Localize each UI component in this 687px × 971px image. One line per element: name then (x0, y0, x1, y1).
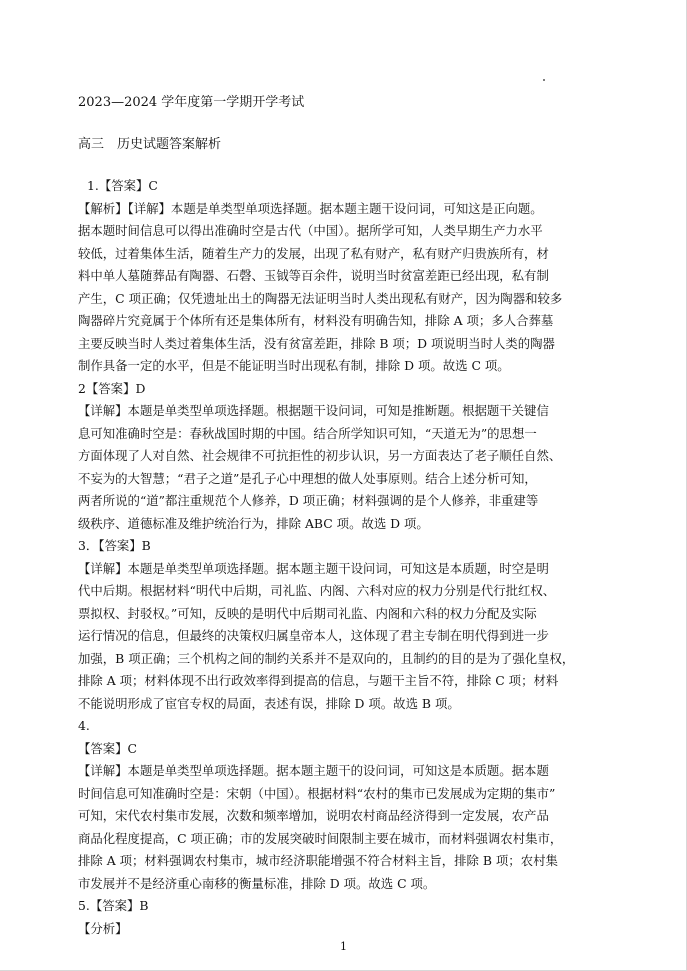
text-line: 5.【答案】B (78, 898, 149, 913)
text-line: 不妄为的大智慧；“君子之道”是孔子心中理想的做人处事原则。结合上述分析可知， (78, 470, 537, 486)
text-line: 料中单人墓随葬品有陶器、石磬、玉钺等百余件，说明当时贫富差距已经出现，私有制 (78, 268, 549, 283)
text-line: 2【答案】D (78, 380, 146, 396)
text-line: 两者所说的“道”都注重规范个人修养，D 项正确；材料强调的是个人修养，非重建等 (78, 493, 539, 508)
text-line: 4. (78, 718, 90, 733)
text-line: 排除 A 项；材料强调农村集市，城市经济职能增强不符合材料主旨，排除 B 项；农村集 (78, 853, 558, 868)
text-line: 据本题时间信息可以得出准确时空是古代（中国）。据所学可知，人类早期生产力水平 (78, 223, 543, 238)
text-line: 制作具备一定的水平，但是不能证明当时出现私有制，排除 D 项。故选 C 项。 (78, 358, 510, 373)
text-line: 【答案】C (78, 740, 138, 756)
text-line: 陶器碎片究竟属于个体所有还是集体所有，材料没有明确告知，排除 A 项；多人合葬墓 (78, 313, 554, 328)
text-line: 3．【答案】B (78, 538, 151, 553)
text-line: 主要反映当时人类过着集体生活，没有贫富差距，排除 B 项；D 项说明当时人类的陶器 (78, 335, 555, 351)
text-line: 商品化程度提高，C 项正确；市的发展突破时间限制主要在城市，而材料强调农村集市， (78, 830, 563, 846)
text-line: 1.【答案】C (87, 178, 158, 193)
text-line: 排除 A 项；材料体现不出行政效率得到提高的信息，与题干主旨不符，排除 C 项；材料 (78, 673, 559, 688)
text-line: 【解析】【详解】本题是单类型单项选择题。据本题主题干设问词，可知这是正向题。 (78, 200, 543, 216)
text-line: 方面体现了人对自然、社会规律不可抗拒性的初步认识，另一方面表达了老子顺任自然、 (78, 448, 562, 463)
exam-title: 2023—2024 学年度第一学期开学考试 (78, 95, 305, 110)
text-line: 票拟权、封驳权。”可知，反映的是明代中后期司礼监、内阁和六科的权力分配及实际 (78, 605, 537, 621)
text-line: 【详解】本题是单类型单项选择题。据本题主题干的设问词，可知这是本质题。据本题 (78, 763, 549, 778)
text-line: 级秩序、道德标准及维护统治行为，排除 ABC 项。故选 D 项。 (78, 515, 429, 531)
text-line: 产生，C 项正确；仅凭遗址出土的陶器无法证明当时人类出现私有财产，因为陶器和较多 (78, 290, 563, 306)
text-line: 运行情况的信息，但最终的决策权归属皇帝本人，这体现了君主专制在明代得到进一步 (78, 628, 549, 643)
text-line: 不能说明形成了宦官专权的局面，表述有误，排除 D 项。故选 B 项。 (78, 695, 460, 711)
text-line: 市发展并不是经济重心南移的衡量标准，排除 D 项。故选 C 项。 (78, 875, 436, 891)
text-line: 息可知准确时空是：春秋战国时期的中国。结合所学知识可知，“天道无为”的思想一 (78, 425, 537, 441)
text-line: 加强，B 项正确；三个机构之间的制约关系并不是双向的，且制约的目的是为了强化皇权， (78, 650, 575, 666)
stray-mark (543, 79, 545, 81)
text-line: 时间信息可知准确时空是：宋朝（中国）。根据材料“农村的集市已发展成为定期的集市” (78, 785, 556, 801)
text-line: 可知，宋代农村集市发展，次数和频率增加，说明农村商品经济得到一定发展，农产品 (78, 808, 549, 823)
text-line: 较低，过着集体生活，随着生产力的发展，出现了私有财产，私有财产归贵族所有，材 (78, 245, 549, 261)
page-number: 1 (340, 940, 347, 953)
document-subtitle: 高三 历史试题答案解析 (78, 137, 222, 152)
text-line: 【分析】 (78, 920, 128, 936)
text-line: 代中后期。根据材料“明代中后期，司礼监、内阁、六科对应的权力分别是代行批红权、 (78, 583, 556, 598)
text-line: 【详解】本题是单类型单项选择题。据本题主题干设问词，可知这是本质题，时空是明 (78, 560, 549, 576)
text-line: 【详解】本题是单类型单项选择题。根据题干设问词，可知是推断题。根据题干关键信 (78, 403, 549, 418)
